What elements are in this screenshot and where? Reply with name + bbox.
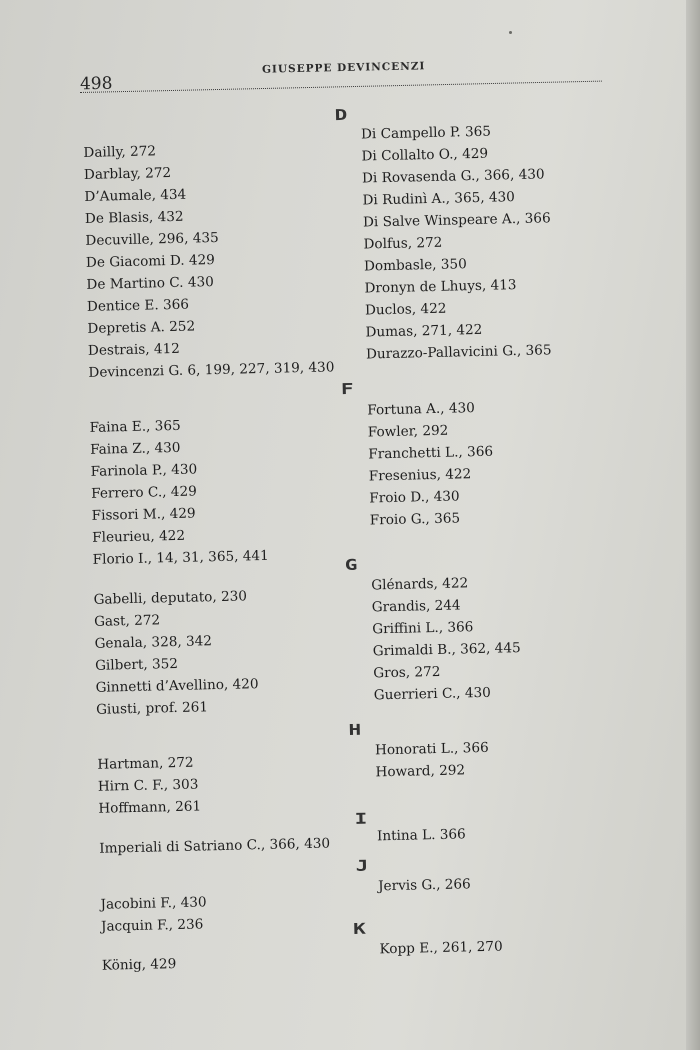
index-entry: Froio G., 365 (369, 510, 461, 529)
index-entry: Gilbert, 352 (94, 655, 179, 674)
index-entry: Griffini L., 366 (372, 619, 474, 638)
index-entry: Hoffmann, 261 (98, 798, 202, 817)
paper-speck (509, 31, 512, 34)
index-entry: De Giacomi D. 429 (85, 252, 216, 271)
index-entry: Faina E., 365 (89, 417, 181, 436)
index-entry: Di Campello P. 365 (360, 123, 492, 143)
index-entry: Dombasle, 350 (363, 256, 467, 275)
index-entry: Dolfus, 272 (363, 234, 443, 253)
page-edge-shadow (686, 0, 700, 1050)
index-entry: Franchetti L., 366 (368, 443, 494, 463)
index-entry: Fissori M., 429 (91, 505, 196, 524)
index-entry: De Blasis, 432 (84, 208, 184, 227)
index-entry: Decuville, 296, 435 (85, 229, 219, 249)
index-entry: Farinola P., 430 (90, 461, 198, 480)
index-entry: Dailly, 272 (83, 143, 157, 161)
index-entry: König, 429 (101, 956, 177, 974)
index-entry: Destrais, 412 (87, 340, 181, 359)
index-entry: Froio D., 430 (369, 488, 460, 507)
index-entry: Duclos, 422 (364, 300, 447, 319)
index-entry: Dronyn de Lhuys, 413 (364, 277, 517, 297)
index-entry: Glénards, 422 (371, 575, 469, 594)
index-entry: Fresenius, 422 (368, 466, 472, 485)
index-entry: Giusti, prof. 261 (95, 699, 209, 718)
index-entry: Grandis, 244 (371, 597, 461, 616)
index-entry: Intina L. 366 (376, 826, 466, 845)
index-entry: Devincenzi G. 6, 199, 227, 319, 430 (88, 359, 335, 381)
index-entry: Faina Z., 430 (90, 439, 181, 458)
section-letter: F (340, 379, 354, 399)
index-entry: Di Rovasenda G., 366, 430 (361, 166, 545, 187)
index-entry: Honorati L., 366 (374, 739, 489, 759)
index-entry: D’Aumale, 434 (84, 186, 187, 205)
index-entry: Fowler, 292 (367, 422, 449, 441)
index-entry: Genala, 328, 342 (94, 633, 213, 652)
index-entry: Darblay, 272 (83, 164, 172, 183)
section-letter: I (354, 809, 368, 828)
index-entry: Di Rudinì A., 365, 430 (362, 189, 516, 209)
index-entry: Fleurieu, 422 (92, 527, 186, 546)
index-entry: Florio I., 14, 31, 365, 441 (92, 547, 269, 568)
index-entry: Gros, 272 (373, 663, 441, 682)
index-entry: Ginnetti d’Avellino, 420 (95, 676, 259, 696)
index-entry: Durazzo-Pallavicini G., 365 (365, 342, 552, 363)
section-letter: H (348, 720, 362, 739)
index-entry: Gabelli, deputato, 230 (93, 588, 248, 608)
section-letter: G (344, 555, 358, 575)
index-entry: Grimaldi B., 362, 445 (372, 640, 521, 660)
index-entry: Jervis G., 266 (377, 876, 471, 895)
index-entry: Gast, 272 (93, 612, 161, 630)
index-entry: Howard, 292 (375, 762, 466, 781)
index-entry: Di Salve Winspeare A., 366 (362, 210, 551, 231)
index-entry: Imperiali di Satriano C., 366, 430 (99, 835, 331, 857)
index-entry: Dentice E. 366 (86, 296, 190, 315)
index-entry: Ferrero C., 429 (91, 483, 197, 502)
index-entry: Depretis A. 252 (87, 318, 196, 337)
index-entry: De Martino C. 430 (86, 274, 214, 293)
header-rule (80, 81, 602, 93)
section-letter: K (352, 919, 366, 938)
index-entry: Kopp E., 261, 270 (379, 938, 503, 958)
index-entry: Di Collalto O., 429 (361, 145, 489, 165)
running-head: GIUSEPPE DEVINCENZI (261, 60, 426, 76)
index-entry: Jacobini F., 430 (100, 894, 207, 913)
page-number: 498 (79, 73, 113, 95)
index-entry: Hirn C. F., 303 (97, 776, 199, 795)
index-entry: Dumas, 271, 422 (365, 321, 483, 341)
index-entry: Guerrieri C., 430 (373, 684, 491, 704)
section-letter: J (355, 856, 369, 875)
section-letter: D (334, 105, 348, 125)
index-entry: Jacquin F., 236 (100, 916, 204, 935)
index-entry: Hartman, 272 (97, 754, 194, 773)
index-entry: Fortuna A., 430 (367, 400, 475, 419)
